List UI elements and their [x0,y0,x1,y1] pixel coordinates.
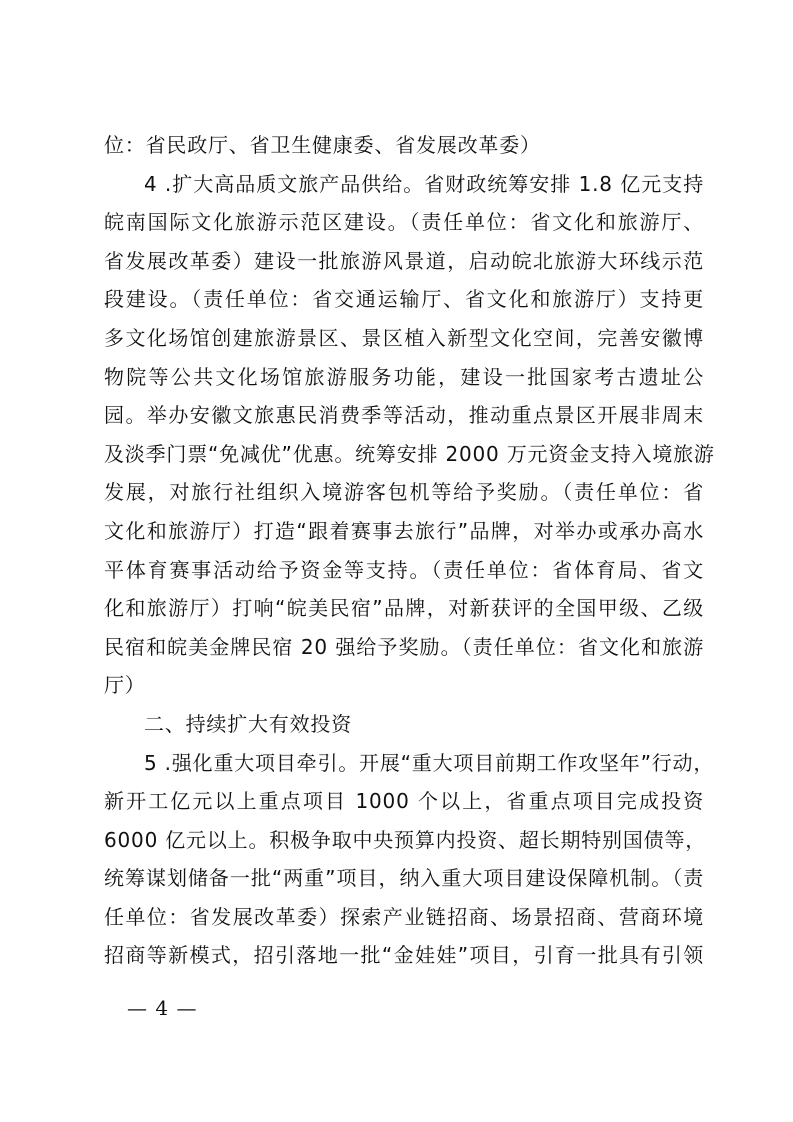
text-line: 位：省民政厅、省卫生健康委、省发展改革委） [104,133,541,157]
text-line: 6000 亿元以上。积极争取中央预算内投资、超长期特别国债等， [104,827,707,852]
text-line: 多文化场馆创建旅游景区、景区植入新型文化空间，完善安徽博 [104,325,704,350]
text-line: 招商等新模式，招引落地一批“金娃娃”项目，引育一批具有引领 [104,943,704,968]
text-line: 统筹谋划储备一批“两重”项目，纳入重大项目建设保障机制。（责 [104,866,704,891]
text-line: 省发展改革委）建设一批旅游风景道，启动皖北旅游大环线示范 [104,248,704,273]
text-line: 民宿和皖美金牌民宿 20 强给予奖励。（责任单位：省文化和旅游 [104,634,704,659]
text-line: 新开工亿元以上重点项目 1000 个以上，省重点项目完成投资 [104,789,704,814]
text-line: 皖南国际文化旅游示范区建设。（责任单位：省文化和旅游厅、 [104,210,704,235]
section-heading: 二、持续扩大有效投资 [144,711,352,736]
text-line: 园。举办安徽文旅惠民消费季等活动，推动重点景区开展非周末 [104,403,704,428]
page-number: — 4 — [127,996,198,1020]
body-text [104,126,715,975]
text-line: 文化和旅游厅）打造“跟着赛事去旅行”品牌，对举办或承办高水 [104,518,704,543]
text-line: 厅） [104,673,146,698]
text-line: 段建设。（责任单位：省交通运输厅、省文化和旅游厅）支持更 [104,287,704,312]
text-line: 任单位：省发展改革委）探索产业链招商、场景招商、营商环境 [104,904,704,929]
text-line: 物院等公共文化场馆旅游服务功能，建设一批国家考古遗址公 [104,364,704,389]
paragraph-5-start: 5 .强化重大项目牵引。开展“重大项目前期工作攻坚年”行动， [144,750,715,775]
text-line: 平体育赛事活动给予资金等支持。（责任单位：省体育局、省文 [104,557,704,582]
text-line: 化和旅游厅）打响“皖美民宿”品牌，对新获评的全国甲级、乙级 [104,596,704,621]
text-line: 发展，对旅行社组织入境游客包机等给予奖励。（责任单位：省 [104,480,704,505]
paragraph-4-start: 4 .扩大高品质文旅产品供给。省财政统筹安排 1.8 亿元支持 [144,171,704,196]
text-line: 及淡季门票“免减优”优惠。统筹安排 2000 万元资金支持入境旅游 [104,441,715,466]
